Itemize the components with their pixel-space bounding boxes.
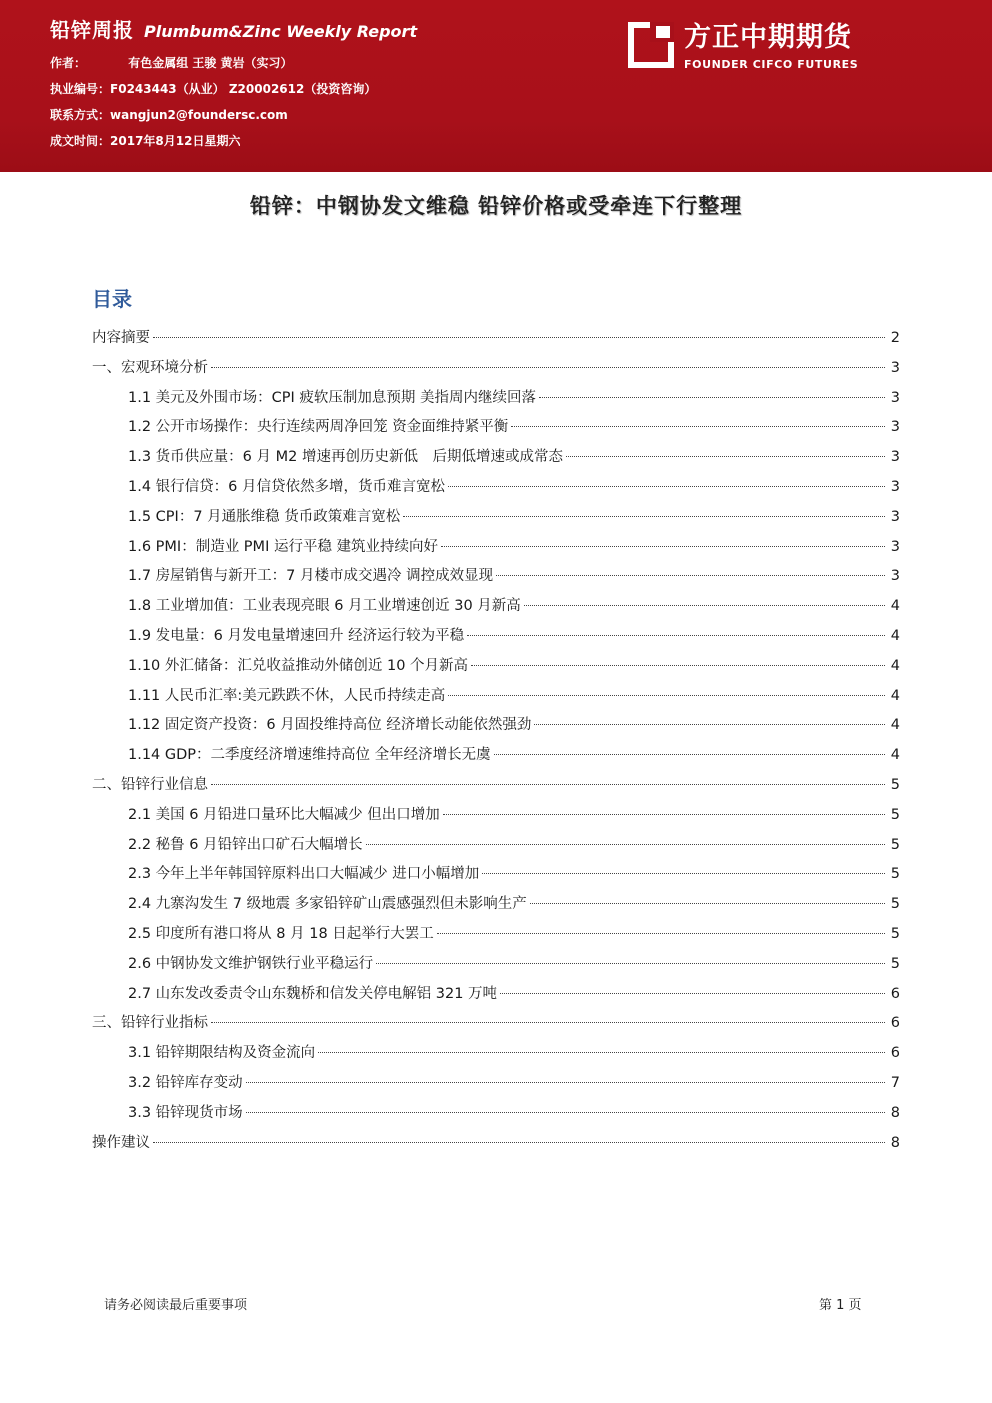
toc-entry-page: 6 [890,1045,900,1062]
toc-leader-dots [376,963,885,964]
toc-entry-label: 1.14 GDP：二季度经济增速维持高位 全年经济增长无虞 [128,747,491,764]
toc-entry-label: 1.7 房屋销售与新开工：7 月楼市成交遇冷 调控成效显现 [128,568,494,585]
toc-entry[interactable] [128,1038,900,1068]
toc-leader-dots [153,1142,885,1143]
toc-entry[interactable] [128,621,900,651]
toc-entry-page: 5 [890,806,900,823]
toc-entry[interactable] [128,949,900,979]
toc-entry[interactable] [128,412,900,442]
toc-leader-dots [467,635,885,636]
toc-leader-dots [566,456,885,457]
toc-entry-page: 3 [890,568,900,585]
toc-entry-label: 操作建议 [92,1134,150,1151]
toc-entry-page: 4 [890,598,900,615]
toc-entry[interactable] [128,830,900,860]
report-title-cn: 铅锌周报 [50,18,134,42]
toc-entry-page: 3 [890,449,900,466]
toc-entry-page: 4 [890,657,900,674]
logo-name-cn: 方正中期期货 [684,22,852,53]
license-row [50,80,376,98]
toc-entry-page: 5 [890,836,900,853]
toc-entry[interactable] [128,800,900,830]
page-number: 第 1 页 [819,1298,862,1313]
toc-entry-label: 2.3 今年上半年韩国锌原料出口大幅减少 进口小幅增加 [128,866,480,883]
toc-entry[interactable] [128,681,900,711]
toc-entry-page: 4 [890,687,900,704]
toc-entry-label: 3.1 铅锌期限结构及资金流向 [128,1045,316,1062]
toc-entry-label: 1.1 美元及外围市场：CPI 疲软压制加息预期 美指周内继续回落 [128,389,537,406]
meta-key: 联系方式： [50,108,111,122]
toc-entry[interactable] [128,502,900,532]
toc-entry-page: 8 [890,1104,900,1121]
toc-entry[interactable] [128,859,900,889]
toc-entry-label: 1.9 发电量：6 月发电量增速回升 经济运行较为平稳 [128,628,465,644]
toc-entry[interactable] [128,591,900,621]
toc-entry-page: 4 [890,747,900,764]
toc-heading: 目录 [92,287,132,311]
founder-logo-icon [628,22,674,68]
toc-entry-page: 5 [890,955,900,972]
toc-leader-dots [441,546,885,547]
toc-leader-dots [211,1022,885,1023]
toc-entry-label: 1.11 人民币汇率:美元跌跌不休，人民币持续走高 [128,687,446,704]
toc-entry[interactable] [128,472,900,502]
toc-entry[interactable] [128,651,900,681]
toc-entry-label: 1.5 CPI：7 月通胀维稳 货币政策难言宽松 [128,508,401,525]
toc-entry-page: 5 [890,896,900,913]
toc-entry-label: 1.8 工业增加值：工业表现亮眼 6 月工业增速创近 30 月新高 [128,598,521,615]
contact-row [50,106,288,124]
document-title: 铅锌：中钢协发文维稳 铅锌价格或受牵连下行整理 [249,194,743,218]
toc-leader-dots [211,367,885,368]
toc-entry-page: 3 [890,389,900,406]
toc-entry[interactable] [92,1008,900,1038]
toc-leader-dots [524,605,885,606]
toc-entry-label: 1.3 货币供应量：6 月 M2 增速再创历史新低 后期低增速或成常态 [128,449,563,466]
toc-leader-dots [437,933,885,934]
toc-entry-page: 3 [890,359,900,376]
toc-entry-label: 内容摘要 [92,330,150,346]
toc-entry[interactable] [92,1128,900,1158]
meta-value: 2017年8月12日星期六 [110,134,241,148]
toc-entry-label: 2.2 秘鲁 6 月铅锌出口矿石大幅增长 [128,836,363,853]
toc-entry-label: 2.6 中钢协发文维护钢铁行业平稳运行 [128,955,374,972]
toc-entry-page: 3 [890,538,900,555]
toc-entry-label: 1.6 PMI：制造业 PMI 运行平稳 建筑业持续向好 [128,538,439,555]
toc-leader-dots [496,575,885,576]
author-row [50,54,293,72]
toc-entry-label: 1.4 银行信贷：6 月信贷依然多增，货币难言宽松 [128,479,446,495]
toc-entry-page: 4 [890,628,900,644]
toc-leader-dots [471,665,885,666]
toc-entry-label: 3.2 铅锌库存变动 [128,1075,243,1091]
toc-entry[interactable] [128,1068,900,1098]
toc-leader-dots [246,1082,885,1083]
toc-entry-label: 一、宏观环境分析 [92,359,208,376]
toc-entry-label: 2.4 九寨沟发生 7 级地震 多家铅锌矿山震感强烈但未影响生产 [128,896,527,913]
toc-entry[interactable] [92,770,900,800]
toc-entry[interactable] [128,532,900,562]
toc-leader-dots [366,844,885,845]
report-title-en: Plumbum&Zinc Weekly Report [144,22,418,41]
toc-entry[interactable] [128,740,900,770]
toc-leader-dots [530,903,885,904]
toc-leader-dots [534,724,885,725]
toc-entry-label: 二、铅锌行业信息 [92,777,208,793]
toc-leader-dots [153,337,885,338]
toc-entry-page: 7 [890,1075,900,1091]
company-logo [628,22,888,78]
report-title-bar [50,14,417,44]
footer-notice: 请务必阅读最后重要事项 [104,1298,248,1313]
toc-leader-dots [403,516,885,517]
logo-name-en: FOUNDER CIFCO FUTURES [684,58,859,71]
toc-entry-label: 2.7 山东发改委责令山东魏桥和信发关停电解铝 321 万吨 [128,985,498,1002]
toc-entry[interactable] [128,919,900,949]
toc-leader-dots [500,993,885,994]
meta-value: F0243443（从业） Z20002612（投资咨询） [110,82,377,96]
toc-entry-page: 5 [890,777,900,793]
toc-entry-label: 1.2 公开市场操作：央行连续两周净回笼 资金面维持紧平衡 [128,419,509,436]
toc-entry[interactable] [92,353,900,383]
toc-entry-page: 5 [890,866,900,883]
toc-entry[interactable] [128,1098,900,1128]
toc-entry-label: 2.1 美国 6 月铅进口量环比大幅减少 但出口增加 [128,806,440,823]
toc-leader-dots [539,397,885,398]
toc-leader-dots [443,814,885,815]
toc-leader-dots [494,754,885,755]
toc-entry-page: 6 [890,1015,900,1032]
toc-entry-label: 1.10 外汇储备：汇兑收益推动外储创近 10 个月新高 [128,657,469,674]
toc-entry-page: 2 [890,330,900,346]
toc-entry-label: 3.3 铅锌现货市场 [128,1104,243,1121]
meta-key: 成文时间： [50,134,111,148]
meta-key: 作者： [50,56,87,70]
toc-entry-label: 1.12 固定资产投资：6 月固投维持高位 经济增长动能依然强劲 [128,717,532,734]
date-row [50,132,240,150]
report-header [0,0,992,172]
toc-entry[interactable] [128,889,900,919]
toc-entry[interactable] [128,442,900,472]
toc-entry-page: 5 [890,926,900,942]
toc-entry[interactable] [128,383,900,413]
meta-value[interactable]: wangjun2@foundersc.com [110,108,288,122]
toc-entry-page: 8 [890,1134,900,1151]
toc-leader-dots [448,486,885,487]
toc-entry[interactable] [92,323,900,353]
toc-leader-dots [246,1112,885,1113]
toc-entry[interactable] [128,979,900,1009]
toc-leader-dots [448,695,885,696]
toc-entry-page: 3 [890,479,900,495]
toc-entry[interactable] [128,710,900,740]
toc-leader-dots [318,1052,885,1053]
meta-key: 执业编号： [50,82,111,96]
toc-leader-dots [211,784,885,785]
meta-value: 有色金属组 王骏 黄岩（实习） [128,56,293,70]
toc-entry-page: 3 [890,419,900,436]
toc-leader-dots [511,426,885,427]
toc-entry-label: 三、铅锌行业指标 [92,1015,208,1032]
toc-leader-dots [482,873,885,874]
toc-entry-page: 3 [890,508,900,525]
toc-entry-label: 2.5 印度所有港口将从 8 月 18 日起举行大罢工 [128,926,434,942]
toc-entry[interactable] [128,561,900,591]
toc-entry-page: 4 [890,717,900,734]
toc-entry-page: 6 [890,985,900,1002]
